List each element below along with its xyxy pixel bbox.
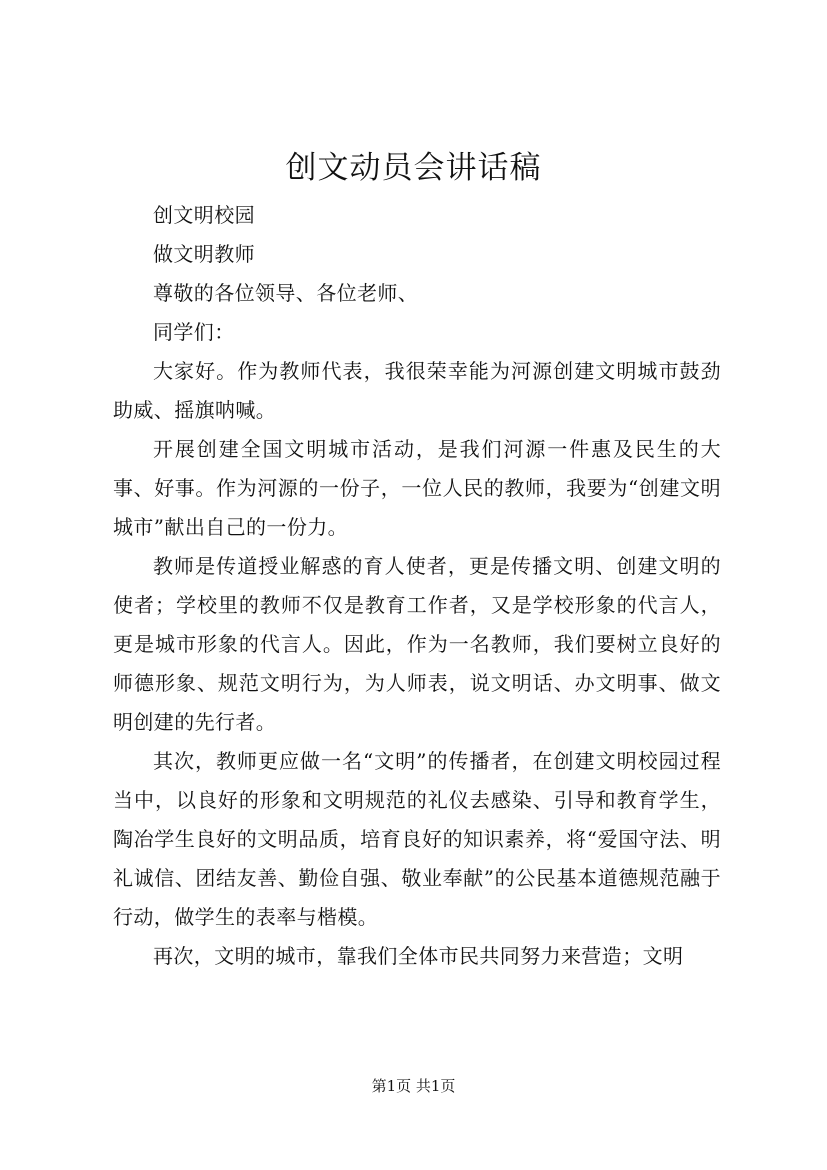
page-footer: 第1页 共1页: [371, 1077, 456, 1095]
paragraph-4: 同学们：: [153, 320, 235, 344]
paragraph-7: 教师是传道授业解惑的育人使者，更是传播文明、创建文明的使者；学校里的教师不仅是教育工作者，又是学校形象的代言人，更是城市形象的代言人。因此，作为一名教师，我们要树立良好的师德形象、规范文明行为，为人师表，说文明话、办文明事、做文明创建的先行者。: [113, 554, 721, 734]
paragraph-5: 大家好。作为教师代表，我很荣幸能为河源创建文明城市鼓劲助威、摇旗呐喊。: [113, 359, 721, 422]
paragraph-9: 再次，文明的城市，靠我们全体市民共同努力来营造；文明: [153, 944, 684, 968]
paragraph-3: 尊敬的各位领导、各位老师、: [153, 281, 419, 305]
paragraph-1: 创文明校园: [153, 203, 255, 227]
paragraph-8: 其次，教师更应做一名“文明”的传播者，在创建文明校园过程当中，以良好的形象和文明规范的礼仪去感染、引导和教育学生，陶冶学生良好的文明品质，培育良好的知识素养，将“爱国守法、明礼诚信、团结友善、勤俭自强、敬业奉献”的公民基本道德规范融于行动，做学生的表率与楷模。: [113, 749, 721, 929]
document-title: 创文动员会讲话稿: [285, 150, 542, 186]
paragraph-6: 开展创建全国文明城市活动，是我们河源一件惠及民生的大事、好事。作为河源的一份子，一位人民的教师，我要为“创建文明城市”献出自己的一份力。: [113, 437, 721, 539]
document-body: [113, 196, 721, 976]
paragraph-2: 做文明教师: [153, 242, 255, 266]
